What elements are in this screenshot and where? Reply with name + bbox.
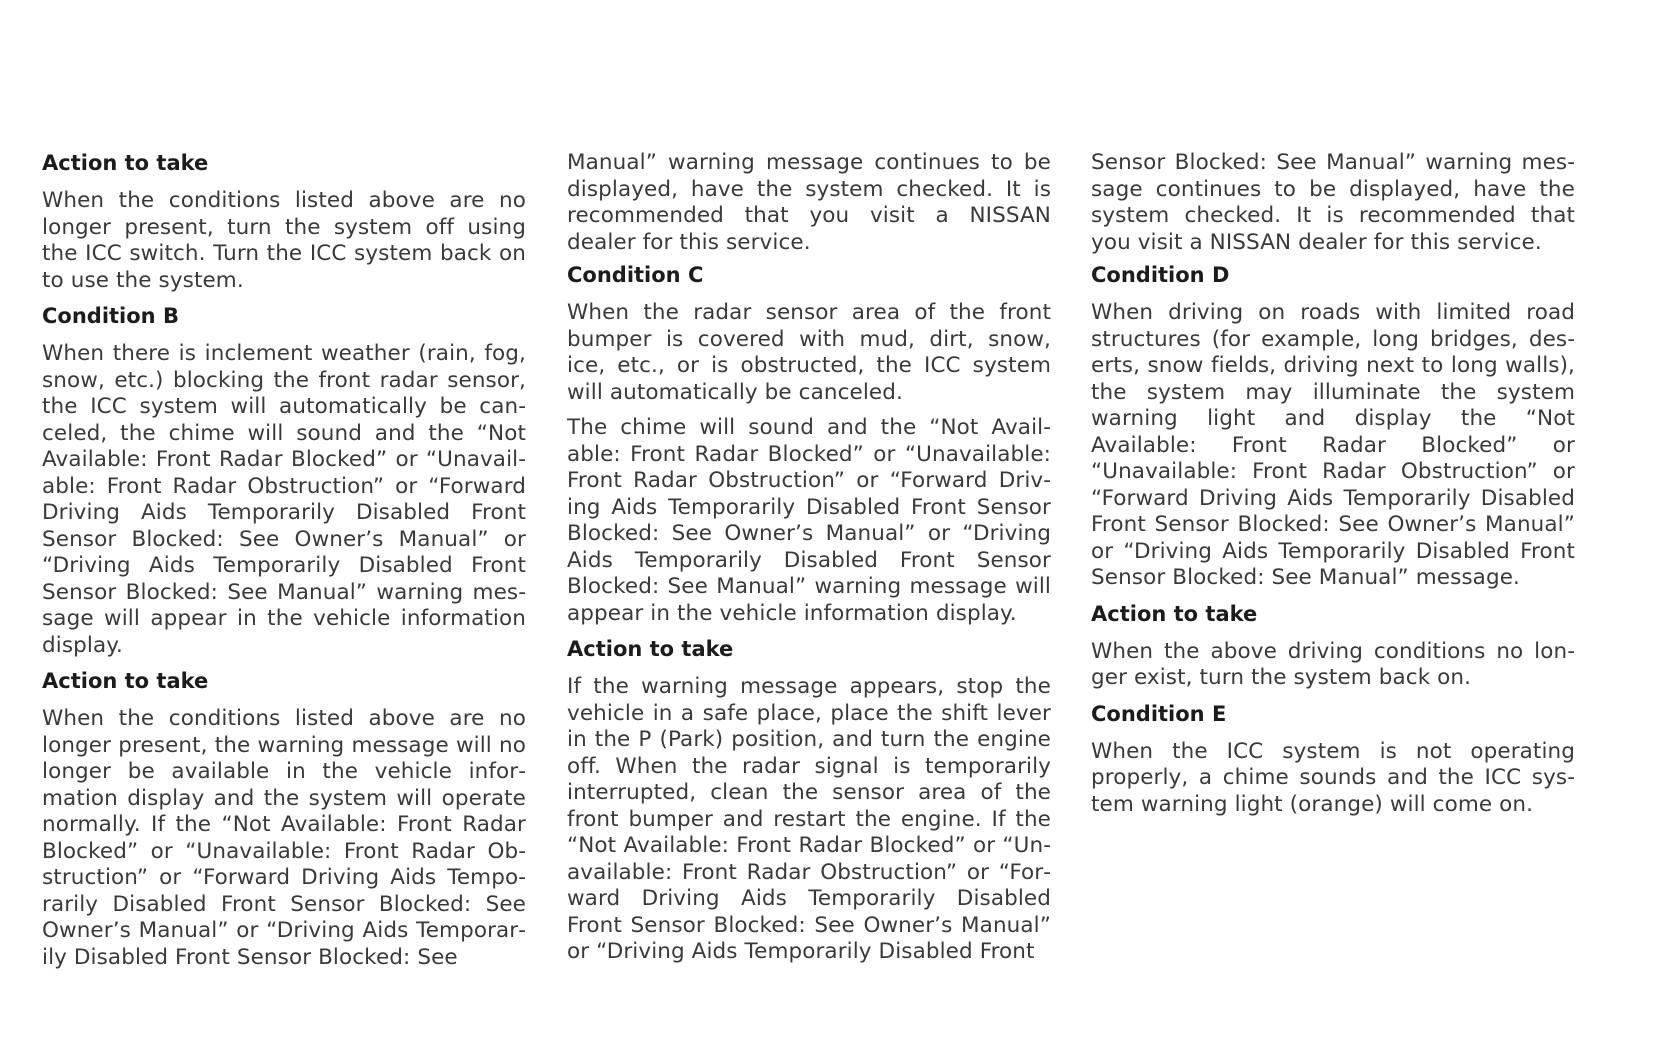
heading-action-to-take: Action to take xyxy=(42,151,209,175)
heading-action-to-take: Action to take xyxy=(567,637,734,661)
paragraph: When there is inclement weather (rain, fog, snow, etc.) blocking the front radar sensor, the ICC system will automatically be canceled, the chime will sound and the “Not Available: Front Radar Blocked” or “Unavailable: Front Radar Obstruction” or “Forward Driving Aids Temporarily Disabled Front Sensor Blocked: See Owner’s Manual” or “Driving Aids Temporarily Disabled Front Sensor Blocked: See Manual” warning message will appear in the vehicle information display. xyxy=(42,341,526,658)
paragraph: Manual” warning message continues to be displayed, have the system checked. It is recommended that you visit a NISSAN dealer for this service. xyxy=(567,150,1051,255)
paragraph: When the conditions listed above are no longer present, turn the system off using the ICC switch. Turn the ICC system back on to use the system. xyxy=(42,188,526,293)
paragraph: When the ICC system is not operating properly, a chime sounds and the ICC system warning light (orange) will come on. xyxy=(1091,738,1575,817)
paragraph: When the radar sensor area of the front bumper is covered with mud, dirt, snow, ice, etc., or is obstructed, the ICC system will automatically be canceled. xyxy=(567,300,1051,405)
paragraph: The chime will sound and the “Not Available: Front Radar Blocked” or “Unavailable: Front Radar Obstruction” or “Forward Driving Aids Temporarily Disabled Front Sensor Blocked: See Owner’s Manual” or “Driving Aids Temporarily Disabled Front Sensor Blocked: See Manual” warning message will appear in the vehicle information display. xyxy=(567,415,1051,626)
paragraph: When the above driving conditions no longer exist, turn the system back on. xyxy=(1091,638,1575,690)
paragraph: When the conditions listed above are no longer present, the warning message will no longer be available in the vehicle information display and the system will operate normally. If the “Not Available: Front Radar Blocked” or “Unavailable: Front Radar Obstruction” or “Forward Driving Aids Temporarily Disabled Front Sensor Blocked: See Owner’s Manual” or “Driving Aids Temporarily Disabled Front Sensor Blocked: See xyxy=(42,706,526,970)
heading-condition-d: Condition D xyxy=(1091,263,1230,287)
heading-action-to-take: Action to take xyxy=(1091,601,1258,626)
paragraph: When driving on roads with limited road structures (for example, long bridges, deserts, snow fields, driving next to long walls), the system may illuminate the system warning light and display the “Not Available: Front Radar Blocked” or “Unavailable: Front Radar Obstruction” or “Forward Driving Aids Temporarily Disabled Front Sensor Blocked: See Owner’s Manual” or “Driving Aids Temporarily Disabled Front Sensor Blocked: See Manual” message. xyxy=(1091,300,1575,590)
heading-action-to-take: Action to take xyxy=(42,669,209,693)
paragraph: Sensor Blocked: See Manual” warning message continues to be displayed, have the system checked. It is recommended that you visit a NISSAN dealer for this service. xyxy=(1091,150,1575,255)
paragraph: If the warning message appears, stop the vehicle in a safe place, place the shift lever in the P (Park) position, and turn the engine off. When the radar signal is temporarily interrupted, clean the sensor area of the front bumper and restart the engine. If the “Not Available: Front Radar Blocked” or “Unavailable: Front Radar Obstruction” or “Forward Driving Aids Temporarily Disabled Front Sensor Blocked: See Owner’s Manual” or “Driving Aids Temporarily Disabled Front xyxy=(567,674,1051,964)
heading-condition-e: Condition E xyxy=(1091,701,1227,726)
heading-condition-c: Condition C xyxy=(567,263,704,287)
column-3 xyxy=(1091,150,1575,827)
heading-condition-b: Condition B xyxy=(42,304,179,328)
column-2 xyxy=(567,150,1051,975)
column-1 xyxy=(42,150,526,980)
